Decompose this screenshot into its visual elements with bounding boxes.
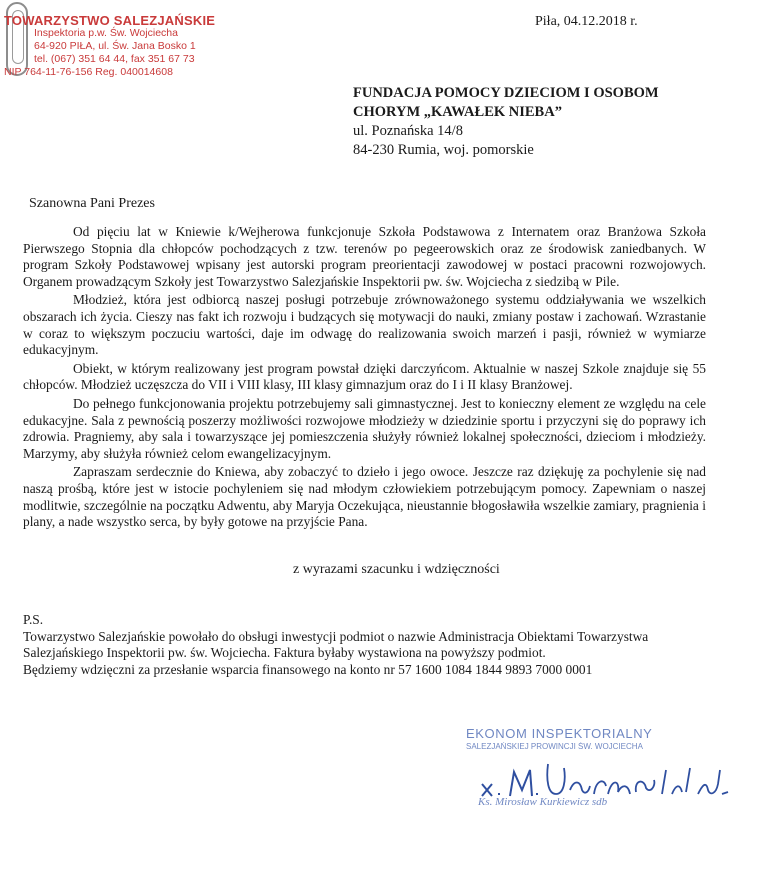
paragraph: Młodzież, która jest odbiorcą naszej posługi potrzebuje zrównoważonego systemu oddziaływania we wszelkich obszarach ich życia. Cieszy nas fakt ich rozwoju i budzących się motywacji do nauki, zmiany postaw i zachowań. Wzrastanie w coraz to większym poczuciu wartości, daje im odwagę do realizowania swoich marzeń i pasji, również w wymiarze edukacyjnym. bbox=[23, 292, 706, 358]
recipient-block bbox=[353, 84, 659, 160]
sender-stamp bbox=[4, 14, 236, 79]
signature-stamp-subtitle: SALEZJAŃSKIEJ PROWINCJI ŚW. WOJCIECHA bbox=[466, 742, 643, 751]
ps-line-1: Towarzystwo Salezjańskie powołało do obsługi inwestycji podmiot o nazwie Administracja Obiektami Towarzystwa Salezjańskiego Inspektorii pw. św. Wojciecha. Faktura byłaby wystawiona na powyższy podmiot. bbox=[23, 628, 649, 661]
letter-date: Piła, 04.12.2018 r. bbox=[535, 14, 638, 29]
ps-label: P.S. bbox=[23, 612, 44, 627]
letter-body bbox=[23, 224, 706, 533]
ps-line-2: Będziemy wdzięczni za przesłanie wsparcia finansowego na konto nr 57 1600 1084 1844 9893 7000 0001 bbox=[23, 661, 593, 677]
closing-phrase: z wyrazami szacunku i wdzięczności bbox=[293, 562, 500, 577]
paragraph: Obiekt, w którym realizowany jest program powstał dzięki darczyńcom. Aktualnie w naszej Szkole znajduje się 55 chłopców. Młodzież uczęszcza do VII i VIII klasy, III klasy gimnazjum oraz do I i II klasy Branżowej. bbox=[23, 360, 706, 393]
paragraph: Od pięciu lat w Kniewie k/Wejherowa funkcjonuje Szkoła Podstawowa z Internatem oraz Branżowa Szkoła Pierwszego Stopnia dla chłopców pochodzących z tzw. terenów po pegeerowskich oraz ze środowisk zaniedbanych. W program Szkoły Podstawowej wpisany jest autorski program preorientacji zawodowej w postaci pracowni rozwojowych. Organem prowadzącym Szkoły jest Towarzystwo Salezjańskie Inspektorii pw. św. Wojciecha z siedzibą w Pile. bbox=[23, 224, 706, 289]
handwritten-signature bbox=[476, 750, 736, 800]
stamp-organization: TOWARZYSTWO SALEZJAŃSKIE bbox=[4, 13, 216, 28]
paragraph: Do pełnego funkcjonowania projektu potrzebujemy sali gimnastycznej. Jest to konieczny element ze względu na cele edukacyjne. Sala z pewnością poszerzy możliwości rozwojowe młodzieży w dziedzinie sportu i przyczyni się do poprawy ich zdrowia. Pragniemy, aby sala i towarzyszące jej pomieszczenia służyły również lokalnej społeczności, dzieciom i młodzieży. Marzymy, aby służyła również celom ewangelizacyjnym. bbox=[23, 395, 706, 461]
salutation: Szanowna Pani Prezes bbox=[29, 196, 155, 211]
stamp-line-province: Inspektoria p.w. Św. Wojciecha bbox=[34, 27, 178, 39]
signature-stamp bbox=[466, 726, 746, 808]
recipient-street: ul. Poznańska 14/8 bbox=[353, 123, 463, 139]
signature-stamp-title: EKONOM INSPEKTORIALNY bbox=[466, 726, 653, 741]
recipient-name-line2: CHORYM „KAWAŁEK NIEBA” bbox=[353, 104, 562, 120]
stamp-line-address: 64-920 PIŁA, ul. Św. Jana Bosko 1 bbox=[34, 40, 196, 52]
signature-stamp-name: Ks. Mirosław Kurkiewicz sdb bbox=[478, 796, 608, 808]
recipient-city: 84-230 Rumia, woj. pomorskie bbox=[353, 142, 534, 158]
recipient-name-line1: FUNDACJA POMOCY DZIECIOM I OSOBOM bbox=[353, 85, 659, 101]
paragraph: Zapraszam serdecznie do Kniewa, aby zobaczyć to dzieło i jego owoce. Jeszcze raz dziękuję za pochylenie się nad naszą prośbą, które jest w istocie pochyleniem się nad młodym człowiekiem potrzebującym pomocy. Zapewniam o naszej modlitwie, szczególnie na początku Adwentu, aby Maryja Oczekująca, nieustannie błogosławiła wszelkie zamiary, pragnienia i plany, a nade wszystko serca, by były gotowe na przyjście Pana. bbox=[23, 464, 706, 530]
postscript bbox=[23, 612, 706, 678]
stamp-line-phone: tel. (067) 351 64 44, fax 351 67 73 bbox=[34, 53, 195, 65]
stamp-line-nip: NIP 764-11-76-156 Reg. 040014608 bbox=[4, 66, 173, 78]
